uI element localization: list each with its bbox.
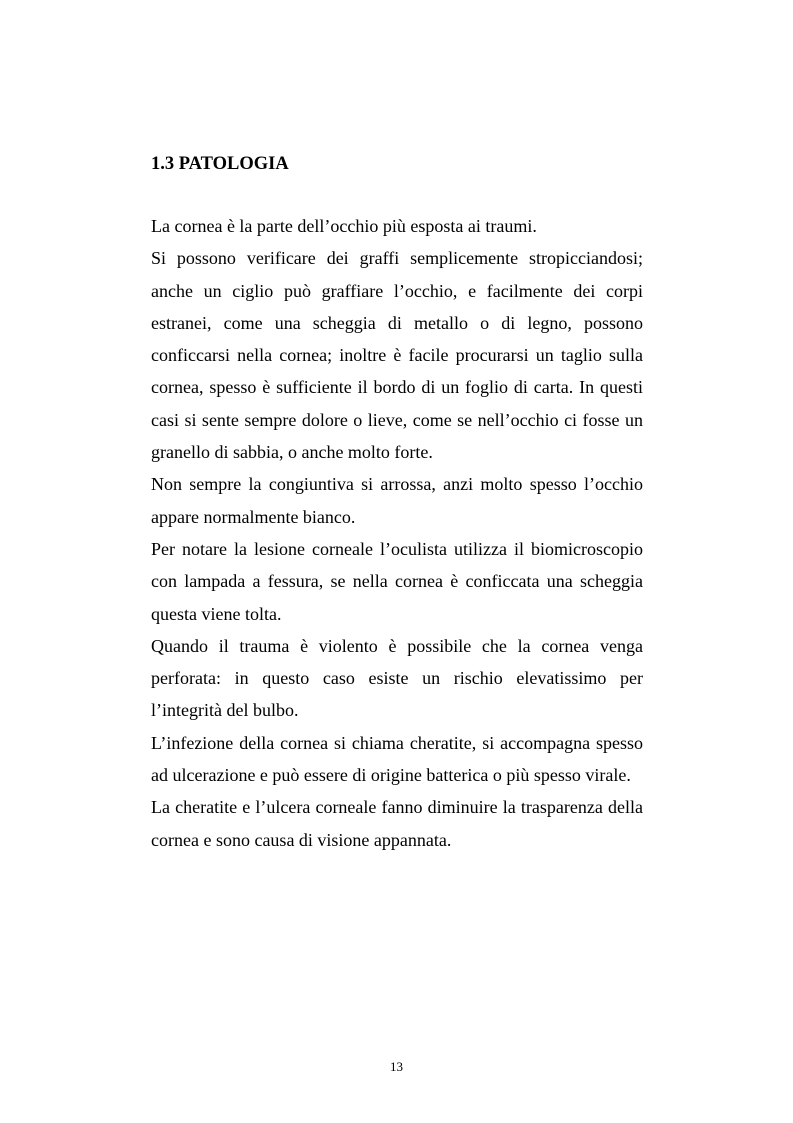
paragraph-examination: Per notare la lesione corneale l’oculista utilizza il biomicroscopio con lampada a fessura, se nella cornea è conficcata una scheggia questa viene tolta. xyxy=(151,538,643,624)
paragraph-conjunctiva: Non sempre la congiuntiva si arrossa, anzi molto spesso l’occhio appare normalmente bianco. xyxy=(151,474,643,527)
paragraph-intro: La cornea è la parte dell’occhio più esposta ai traumi. xyxy=(151,216,537,236)
paragraph-perforation: Quando il trauma è violento è possibile che la cornea venga perforata: in questo caso esiste un rischio elevatissimo per l’integrità del bulbo. xyxy=(151,635,643,721)
paragraph-ulcer: La cheratite e l’ulcera corneale fanno diminuire la trasparenza della cornea e sono causa di visione appannata. xyxy=(151,797,643,850)
body-text xyxy=(151,210,643,856)
section-heading: 1.3 PATOLOGIA xyxy=(151,154,289,174)
paragraph-scratches: Si possono verificare dei graffi semplicemente stropicciandosi; anche un ciglio può graffiare l’occhio, e facilmente dei corpi estranei, come una scheggia di metallo o di legno, possono conficcarsi nella cornea; inoltre è facile procurarsi un taglio sulla cornea, spesso è sufficiente il bordo di un foglio di carta. In questi casi si sente sempre dolore o lieve, come se nell’occhio ci fosse un granello di sabbia, o anche molto forte. xyxy=(151,248,643,463)
paragraph-keratitis: L’infezione della cornea si chiama cheratite, si accompagna spesso ad ulcerazione e può essere di origine batterica o più spesso virale. xyxy=(151,732,643,786)
page-number: 13 xyxy=(390,1059,403,1074)
